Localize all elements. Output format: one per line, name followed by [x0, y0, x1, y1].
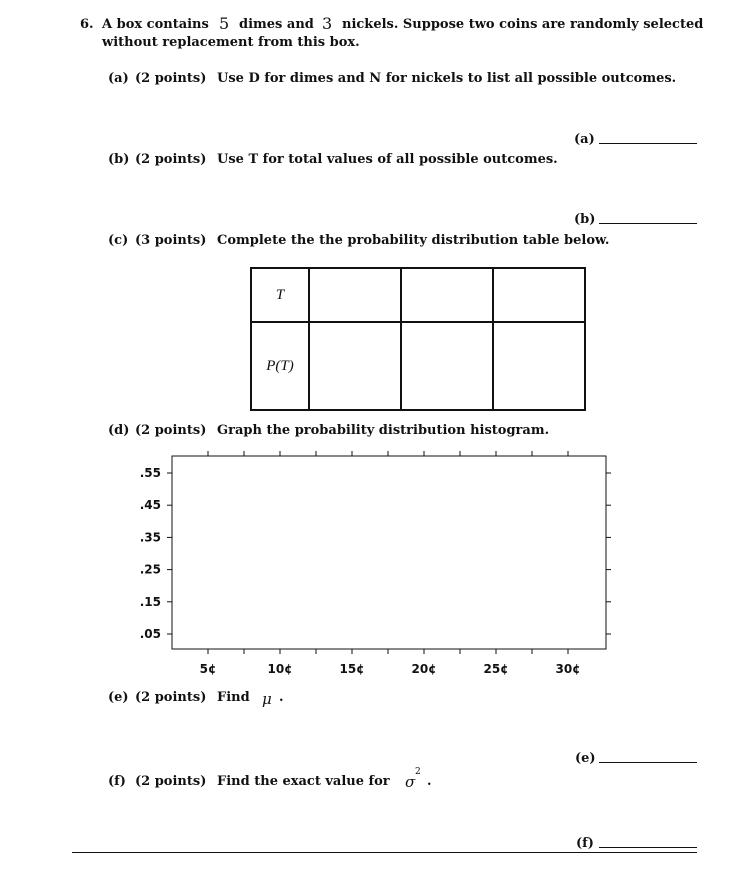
answer-e-line[interactable]	[599, 762, 697, 763]
answer-e-label: (e)	[575, 751, 596, 766]
dimes-count: 5	[219, 14, 230, 33]
answer-f-line[interactable]	[599, 847, 697, 848]
page-bottom-rule	[72, 852, 697, 853]
part-a-label: (a)	[108, 71, 129, 86]
part-c-label: (c)	[108, 233, 129, 248]
y-tick-label: .15	[139, 594, 161, 609]
x-tick-label: 25¢	[483, 662, 509, 676]
question-line-2: without replacement from this box.	[102, 35, 360, 50]
y-tick-label: .45	[139, 498, 161, 513]
y-tick-label: .05	[139, 627, 161, 641]
x-tick-label: 10¢	[267, 662, 293, 676]
nickels-count: 3	[322, 14, 333, 33]
part-a-points: (2 points)	[135, 71, 207, 86]
part-b-points: (2 points)	[135, 152, 207, 167]
answer-f-label: (f)	[576, 836, 594, 851]
part-e-points: (2 points)	[135, 690, 207, 705]
part-e-label: (e)	[108, 690, 129, 705]
part-d-label: (d)	[108, 423, 130, 438]
part-e-suffix: .	[279, 690, 284, 705]
sigma-exponent: 2	[415, 767, 421, 777]
answer-a-label: (a)	[574, 132, 595, 147]
sigma-symbol: σ	[405, 773, 416, 791]
table-header-t: T	[251, 268, 309, 322]
part-b-label: (b)	[108, 152, 130, 167]
part-f-suffix: .	[427, 774, 432, 789]
x-tick-label: 5¢	[199, 662, 217, 676]
y-tick-label: .25	[139, 562, 161, 577]
part-f-points: (2 points)	[135, 774, 207, 789]
x-tick-label: 20¢	[411, 662, 437, 676]
question-text-b: dimes and	[239, 17, 314, 32]
histogram-frame[interactable]	[172, 456, 606, 649]
mu-symbol: μ	[262, 690, 272, 708]
part-d-points: (2 points)	[135, 423, 207, 438]
part-c-text: Complete the the probability distribution table below.	[217, 233, 610, 248]
answer-b-label: (b)	[574, 212, 596, 227]
part-f-text: Find the exact value for	[217, 774, 390, 789]
part-c-points: (3 points)	[135, 233, 207, 248]
question-number: 6.	[80, 17, 94, 32]
part-d-text: Graph the probability distribution histogram.	[217, 423, 550, 438]
y-tick-label: .55	[139, 466, 161, 480]
x-tick-label: 15¢	[339, 662, 365, 676]
part-f-label: (f)	[108, 774, 126, 789]
table-header-pt: P(T)	[251, 322, 309, 410]
question-text-c: nickels. Suppose two coins are randomly selected	[342, 17, 704, 32]
part-b-text: Use T for total values of all possible outcomes.	[217, 152, 558, 167]
x-tick-label: 30¢	[555, 662, 581, 676]
question-text-a: A box contains	[102, 17, 209, 32]
y-tick-label: .35	[139, 530, 161, 545]
part-e-text: Find	[217, 690, 250, 705]
part-a-text: Use D for dimes and N for nickels to list all possible outcomes.	[217, 71, 677, 86]
